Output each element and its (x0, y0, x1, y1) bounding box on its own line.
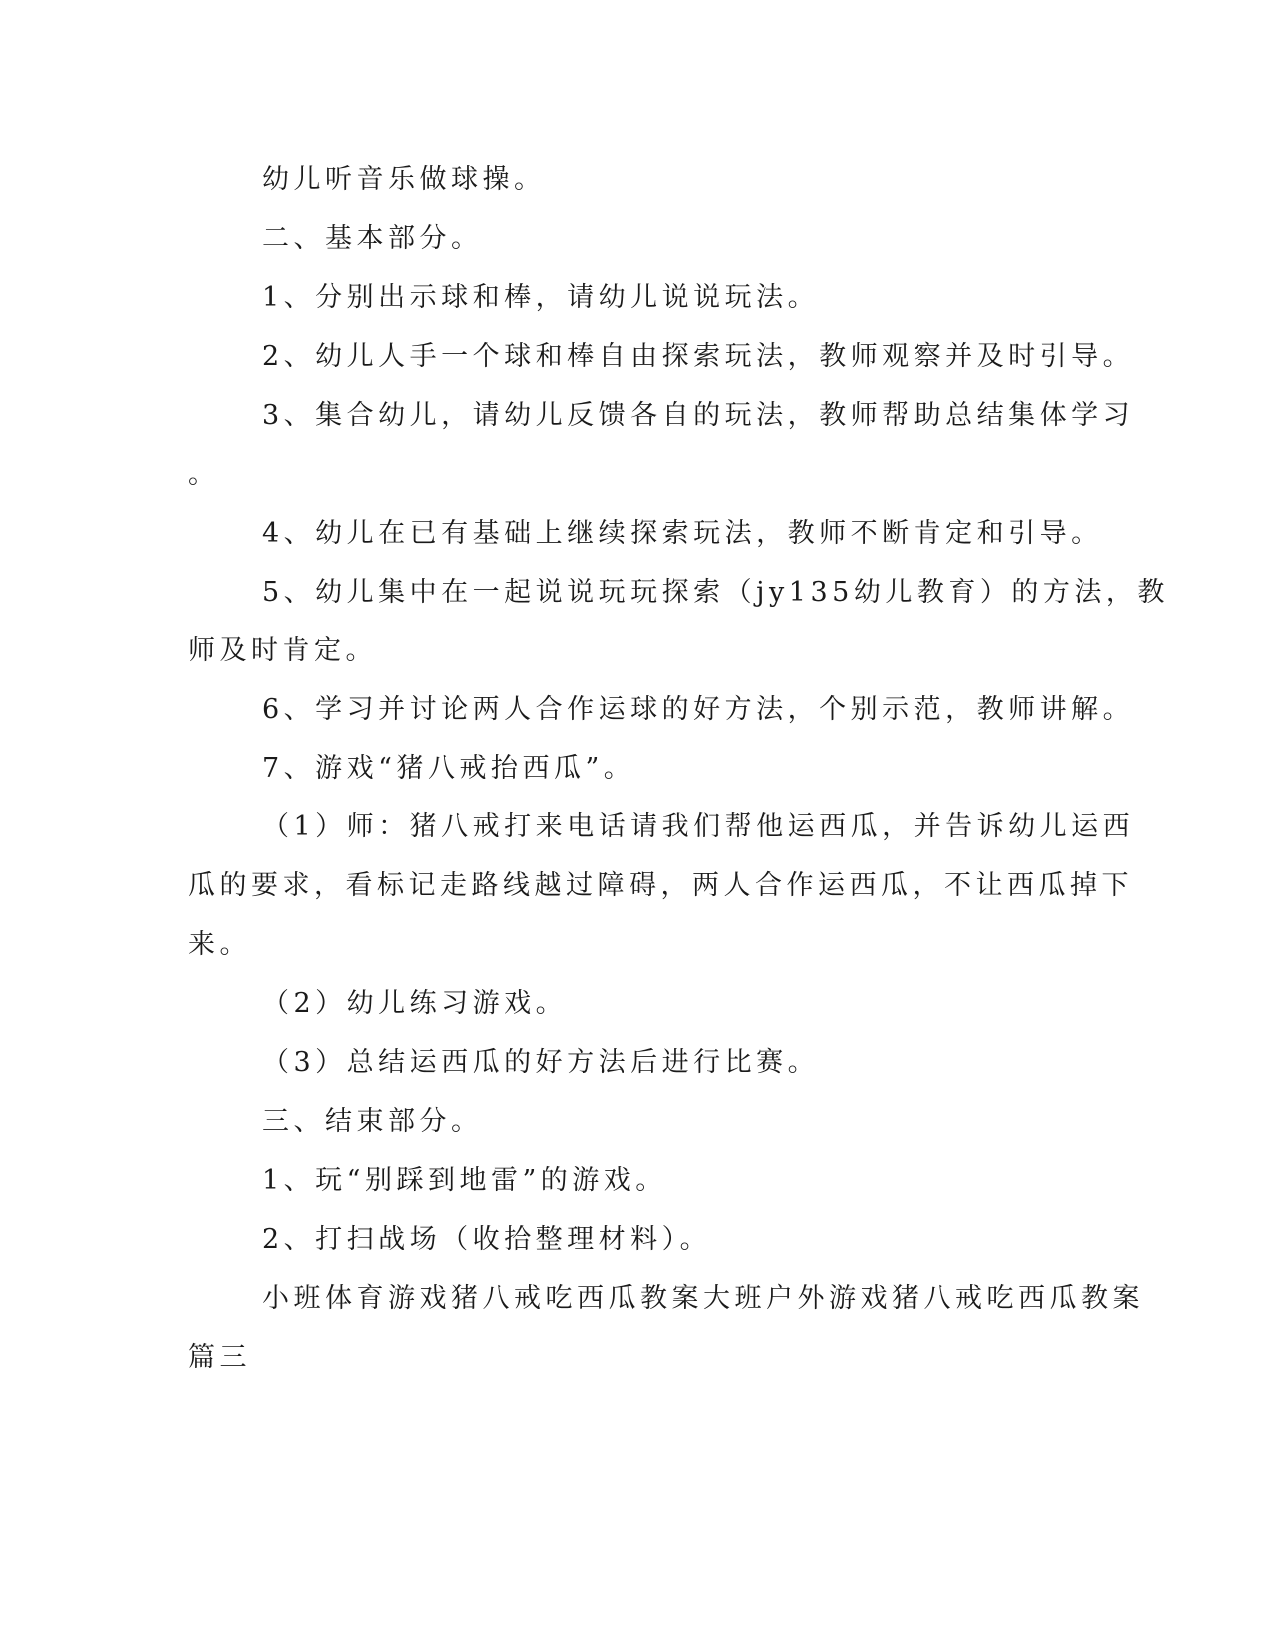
list-item: 1、玩“别踩到地雷”的游戏。 (262, 1165, 667, 1196)
list-item: 5、幼儿集中在一起说说玩玩探索（jy135幼儿教育）的方法，教 (262, 577, 1169, 608)
list-item: 7、游戏“猪八戒抬西瓜”。 (262, 753, 636, 784)
list-item: 6、学习并讨论两人合作运球的好方法，个别示范，教师讲解。 (262, 694, 1135, 725)
list-item: 4、幼儿在已有基础上继续探索玩法，教师不断肯定和引导。 (262, 518, 1103, 549)
sub-list-item-continuation: 来。 (188, 929, 251, 960)
list-item-continuation: 。 (188, 459, 220, 490)
list-item: 2、幼儿人手一个球和棒自由探索玩法，教师观察并及时引导。 (262, 341, 1135, 372)
list-item-continuation: 师及时肯定。 (188, 635, 377, 666)
sub-list-item: （1）师：猪八戒打来电话请我们帮他运西瓜，并告诉幼儿运西 (262, 811, 1135, 842)
document-title-continuation: 篇三 (188, 1342, 251, 1373)
document-title-line: 小班体育游戏猪八戒吃西瓜教案大班户外游戏猪八戒吃西瓜教案 (262, 1283, 1144, 1314)
section-heading-basic: 二、基本部分。 (262, 223, 483, 254)
section-heading-ending: 三、结束部分。 (262, 1106, 483, 1137)
sub-list-item: （2）幼儿练习游戏。 (262, 988, 568, 1019)
list-item: 3、集合幼儿，请幼儿反馈各自的玩法，教师帮助总结集体学习 (262, 400, 1135, 431)
sub-list-item: （3）总结运西瓜的好方法后进行比赛。 (262, 1047, 820, 1078)
list-item: 1、分别出示球和棒，请幼儿说说玩法。 (262, 282, 820, 313)
sub-list-item-continuation: 瓜的要求，看标记走路线越过障碍，两人合作运西瓜，不让西瓜掉下 (188, 870, 1133, 901)
list-item: 2、打扫战场（收拾整理材料）。 (262, 1224, 712, 1255)
paragraph-line: 幼儿听音乐做球操。 (262, 164, 546, 195)
